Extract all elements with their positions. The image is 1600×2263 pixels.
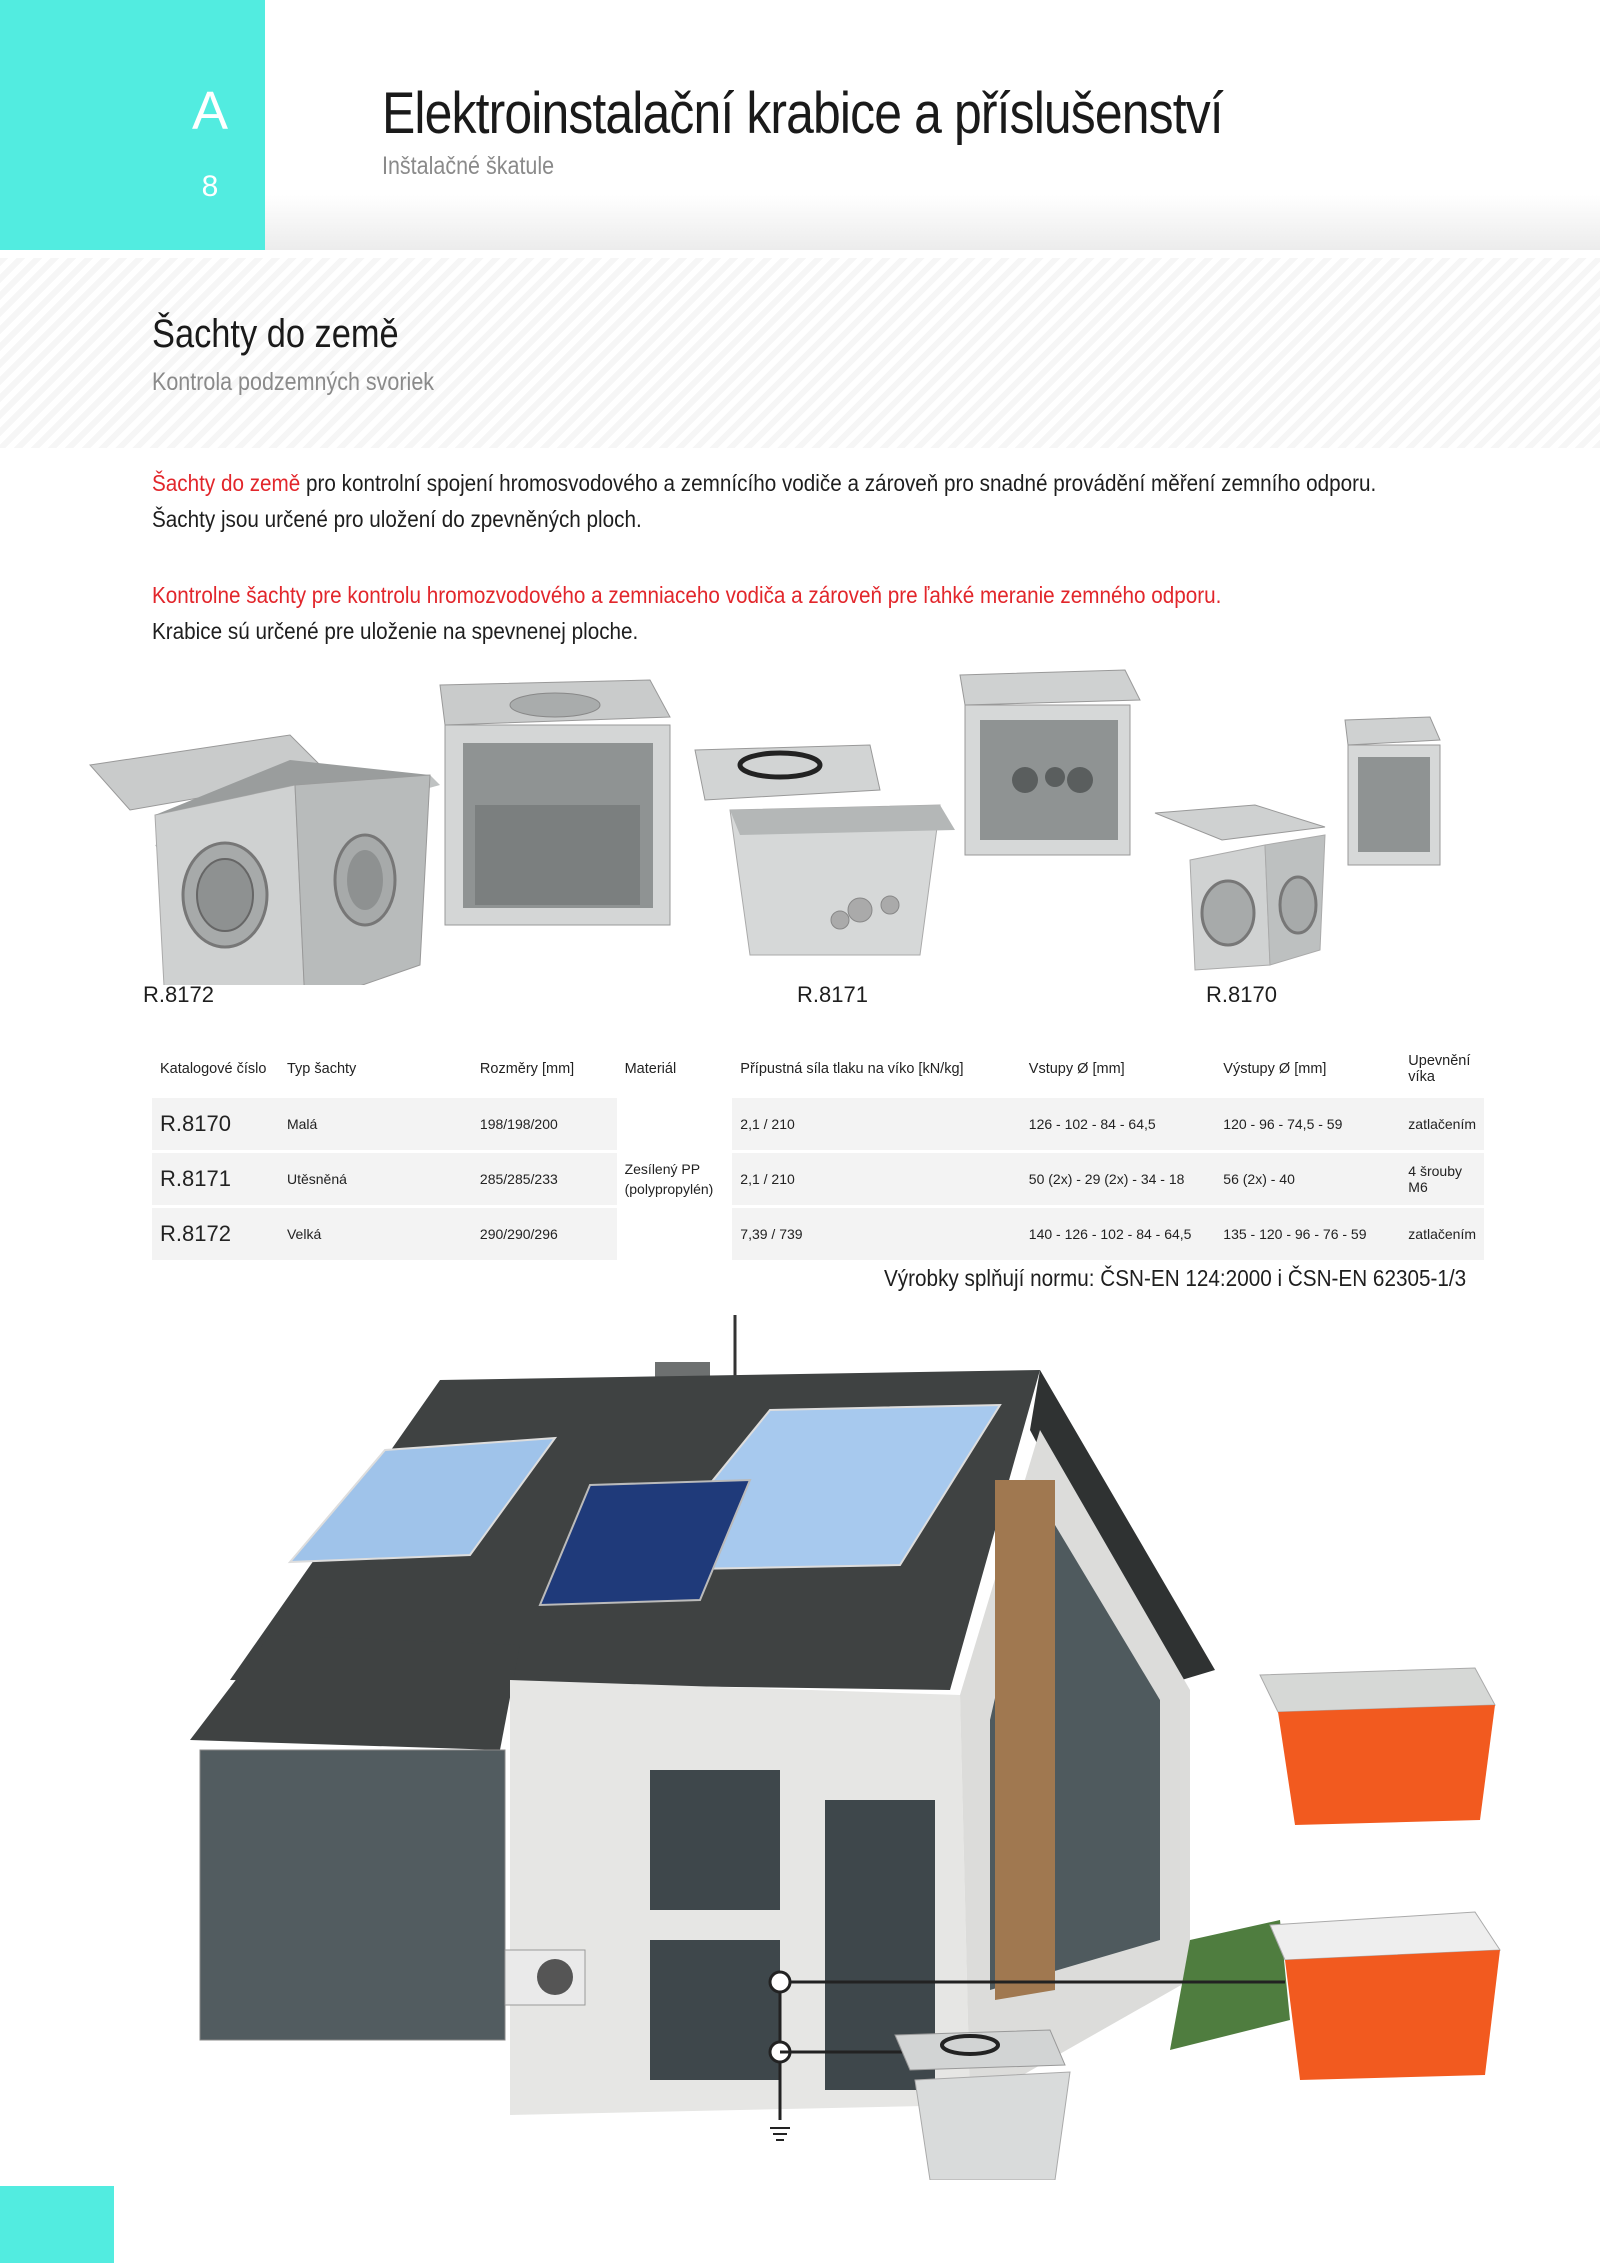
col-header: Výstupy Ø [mm] bbox=[1223, 1061, 1327, 1077]
table-row bbox=[152, 1152, 1484, 1207]
cell-inputs: 126 - 102 - 84 - 64,5 bbox=[1021, 1097, 1216, 1152]
sunroom-glass bbox=[200, 1750, 505, 2040]
cell-code: R.8170 bbox=[152, 1097, 279, 1152]
section-subtitle: Kontrola podzemných svoriek bbox=[152, 368, 435, 396]
material-line1: Zesílený PP bbox=[624, 1161, 701, 1177]
intro-cz-highlight: Šachty do země bbox=[152, 470, 301, 496]
orange-box-bottom bbox=[1270, 1912, 1500, 2080]
box-r8172-image bbox=[90, 735, 440, 985]
product-photos bbox=[80, 665, 1500, 985]
caption-r8172: R.8172 bbox=[143, 982, 214, 1007]
cell-outputs: 56 (2x) - 40 bbox=[1215, 1152, 1400, 1207]
wood-cladding bbox=[995, 1480, 1055, 2000]
page-number: 8 bbox=[201, 170, 219, 203]
spec-table bbox=[152, 1043, 1484, 1260]
cell-code: R.8171 bbox=[152, 1152, 279, 1207]
cell-type: Malá bbox=[279, 1097, 472, 1152]
box-r8170-image bbox=[1155, 805, 1325, 970]
cell-outputs: 120 - 96 - 74,5 - 59 bbox=[1215, 1097, 1400, 1152]
material-line2: (polypropylén) bbox=[624, 1181, 714, 1197]
intro-cz-line1 bbox=[152, 466, 1376, 501]
cell-material bbox=[617, 1097, 733, 1261]
cell-type: Velká bbox=[279, 1207, 472, 1261]
intro-sk-line2: Krabice sú určené pre uloženie na spevnenej ploche. bbox=[152, 618, 639, 644]
cell-type: Utěsněná bbox=[279, 1152, 472, 1207]
col-header: Upevnění víka bbox=[1408, 1053, 1471, 1085]
section-title: Šachty do země bbox=[152, 312, 399, 356]
page-subtitle: Inštalačné škatule bbox=[382, 152, 555, 180]
col-header: Typ šachty bbox=[286, 1061, 357, 1077]
cell-code: R.8172 bbox=[152, 1207, 279, 1261]
cell-dims: 198/198/200 bbox=[472, 1097, 617, 1152]
cell-dims: 290/290/296 bbox=[472, 1207, 617, 1261]
cell-fix: 4 šrouby M6 bbox=[1400, 1152, 1484, 1207]
page-title: Elektroinstalační krabice a příslušenství bbox=[382, 81, 1223, 146]
cell-load: 2,1 / 210 bbox=[732, 1152, 1021, 1207]
chapter-letter: A bbox=[191, 81, 229, 141]
cell-inputs: 50 (2x) - 29 (2x) - 34 - 18 bbox=[1021, 1152, 1216, 1207]
footer-tab bbox=[0, 2186, 114, 2263]
norm-note: Výrobky splňují normu: ČSN-EN 124:2000 i ČSN-EN 62305-1/3 bbox=[884, 1265, 1467, 1291]
col-header: Rozměry [mm] bbox=[479, 1061, 575, 1077]
cell-load: 7,39 / 739 bbox=[732, 1207, 1021, 1261]
cell-inputs: 140 - 126 - 102 - 84 - 64,5 bbox=[1021, 1207, 1216, 1261]
cell-fix: zatlačením bbox=[1400, 1207, 1484, 1261]
intro-cz-line2: Šachty jsou určené pro uložení do zpevněných ploch. bbox=[152, 506, 642, 532]
cell-load: 2,1 / 210 bbox=[732, 1097, 1021, 1152]
col-header: Přípustná síla tlaku na víko [kN/kg] bbox=[740, 1061, 964, 1077]
col-header: Katalogové číslo bbox=[160, 1061, 267, 1077]
caption-r8171: R.8171 bbox=[797, 982, 868, 1007]
table-row bbox=[152, 1097, 1484, 1152]
box-r8172-front-image bbox=[440, 680, 670, 925]
box-r8171-image bbox=[695, 745, 955, 955]
house-illustration bbox=[170, 1300, 1510, 2180]
box-r8170-front-image bbox=[1345, 717, 1440, 865]
col-header: Materiál bbox=[624, 1061, 677, 1077]
intro-cz-rest: pro kontrolní spojení hromosvodového a zemnícího vodiče a zároveň pro snadné provádění měření zemního odporu. bbox=[300, 470, 1377, 496]
col-header: Vstupy Ø [mm] bbox=[1028, 1061, 1125, 1077]
orange-box-top bbox=[1260, 1668, 1495, 1825]
cell-fix: zatlačením bbox=[1400, 1097, 1484, 1152]
box-r8171-front-image bbox=[960, 670, 1140, 855]
cell-outputs: 135 - 120 - 96 - 76 - 59 bbox=[1215, 1207, 1400, 1261]
intro-sk-line1: Kontrolne šachty pre kontrolu hromozvodového a zemniaceho vodiča a zároveň pre ľahké meranie zemného odporu. bbox=[152, 582, 1222, 608]
cell-dims: 285/285/233 bbox=[472, 1152, 617, 1207]
table-row bbox=[152, 1207, 1484, 1261]
table-header-row bbox=[152, 1043, 1484, 1097]
caption-r8170: R.8170 bbox=[1206, 982, 1277, 1007]
ground-shaft-image bbox=[895, 2030, 1070, 2180]
